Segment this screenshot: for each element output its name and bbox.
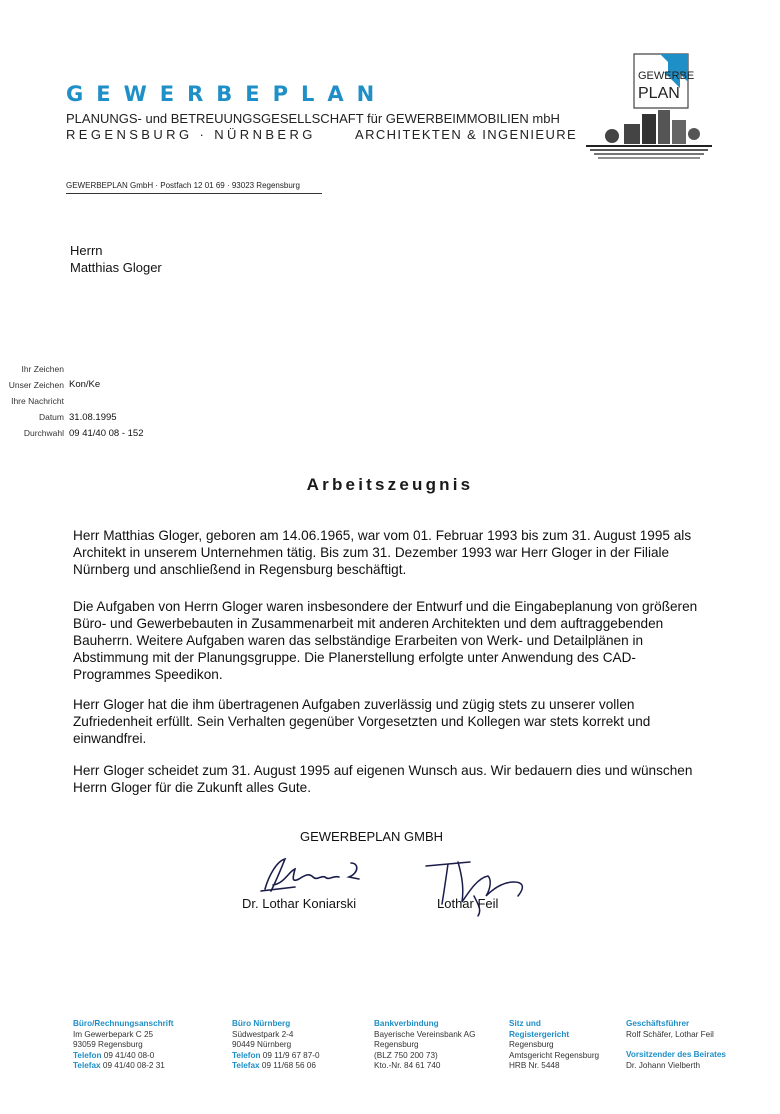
footer-office-tel-label: Telefon [73,1050,102,1060]
footer-management-heading2: Vorsitzender des Beirates [626,1050,726,1059]
footer-registry-line2: Amtsgericht Regensburg [509,1050,600,1060]
company-cities: REGENSBURG · NÜRNBERG [66,127,316,142]
footer-bank-line4: Kto.-Nr. 84 61 740 [374,1061,441,1070]
footer-nuernberg-fax: 09 11/68 56 06 [261,1061,316,1070]
footer-registry-line3: HRB Nr. 5448 [509,1061,560,1070]
footer-bank-line1: Bayerische Vereinsbank AG [374,1029,476,1039]
paragraph-1: Herr Matthias Gloger, geboren am 14.06.1965, war vom 01. Februar 1993 bis zum 31. August 1995 als Architekt in unserem Unternehmen tätig. Bis zum 31. Dezember 1993 war Herr Gloger in der Filiale Nürnberg und anschließend in Regensburg beschäftigt. [73,528,692,577]
company-profession: ARCHITEKTEN & INGENIEURE [355,127,578,142]
footer-nuernberg-tel: 09 11/9 67 87-0 [262,1050,320,1060]
footer-management-line2: Dr. Johann Vielberth [626,1060,701,1070]
ref-value-datum: 31.08.1995 [69,412,117,423]
footer-office [73,1019,174,1072]
logo-text-bottom: PLAN [638,85,680,102]
footer-bank-line2: Regensburg [374,1040,419,1049]
footer-office-fax-label: Telefax [73,1061,101,1070]
closing-company: GEWERBEPLAN GMBH [300,829,444,844]
footer-registry-heading2: Registergericht [509,1029,570,1039]
ref-label-durchwahl: Durchwahl [23,428,64,438]
ref-label-ihre-nachricht: Ihre Nachricht [11,396,64,406]
footer-office-heading: Büro/Rechnungsanschrift [73,1019,174,1028]
footer-registry [509,1019,599,1072]
company-subtitle: PLANUNGS- und BETREUUNGSGESELLSCHAFT für GEWERBEIMMOBILIEN mbH [66,111,560,126]
signature-koniarski [255,855,375,895]
ref-label-unser-zeichen: Unser Zeichen [8,380,64,390]
ref-label-ihr-zeichen: Ihr Zeichen [21,364,64,374]
footer-office-line2: 93059 Regensburg [73,1040,143,1049]
signature-feil [418,852,538,922]
footer-nuernberg-fax-label: Telefax [232,1061,260,1070]
footer-bank [374,1019,476,1072]
ref-label-datum: Datum [38,412,64,422]
footer-bank-line3: (BLZ 750 200 73) [374,1050,438,1060]
document-title: Arbeitszeugnis [306,475,474,494]
return-address: GEWERBEPLAN GmbH · Postfach 12 01 69 · 93023 Regensburg [66,181,300,190]
return-address-underline [66,193,322,194]
footer-office-tel: 09 41/40 08-0 [103,1050,155,1060]
footer-management [626,1019,726,1071]
recipient-salutation: Herrn [70,243,103,258]
footer-office-line1: Im Gewerbepark C 25 [73,1029,154,1039]
footer-management-heading: Geschäftsführer [626,1019,690,1028]
ref-value-unser-zeichen: Kon/Ke [69,379,101,390]
footer-office-fax: 09 41/40 08-2 31 [102,1061,165,1070]
paragraph-4: Herr Gloger scheidet zum 31. August 1995 auf eigenen Wunsch aus. Wir bedauern dies und wünschen Herrn Gloger für die Zukunft alles Gute. [73,763,693,795]
footer-registry-heading1: Sitz und [509,1019,541,1028]
footer-registry-line1: Regensburg [509,1040,554,1049]
footer-nuernberg [232,1019,320,1072]
company-brand-name: GEWERBEPLAN [66,82,388,106]
ref-value-durchwahl: 09 41/40 08 - 152 [69,428,144,439]
signer-koniarski-name: Dr. Lothar Koniarski [242,896,357,911]
signer-feil-name: Lothar Feil [437,896,499,911]
paragraph-3: Herr Gloger hat die ihm übertragenen Aufgaben zuverlässig und zügig stets zu unserer vollen Zufriedenheit erfüllt. Sein Verhalten gegenüber Vorgesetzten und Kollegen war stets korrekt und einwandfrei. [73,697,651,746]
footer-nuernberg-tel-label: Telefon [232,1050,261,1060]
company-logo [584,50,714,162]
paragraph-2: Die Aufgaben von Herrn Gloger waren insbesondere der Entwurf und die Eingabeplanung von größeren Büro- und Gewerbebauten in Zusammenarbeit mit anderen Architekten und dem auftraggebenden Bauherrn. Weitere Aufgaben waren das selbständige Erarbeiten von Werk- und Detailplänen in Abstimmung mit der Planungsgruppe. Die Planerstellung erfolgte unter Anwendung des CAD-Programmes Speedikon. [73,599,698,682]
footer-management-line1: Rolf Schäfer, Lothar Feil [626,1029,714,1039]
logo-text-top: GEWERBE [638,70,695,82]
footer-nuernberg-line2: 90449 Nürnberg [232,1040,292,1049]
footer-nuernberg-line1: Südwestpark 2-4 [232,1029,294,1039]
footer-bank-heading: Bankverbindung [374,1019,439,1028]
footer-nuernberg-heading: Büro Nürnberg [232,1019,291,1028]
recipient-name: Matthias Gloger [70,260,162,275]
